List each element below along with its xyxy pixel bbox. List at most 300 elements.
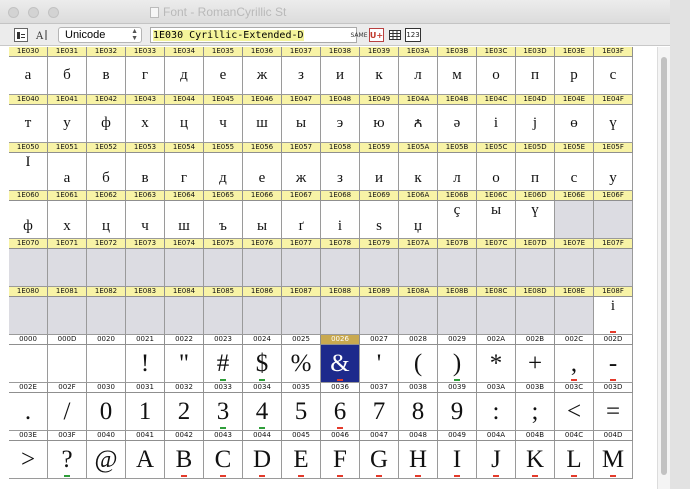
glyph-cell[interactable] (282, 153, 321, 191)
glyph-code-label: 004A (477, 431, 516, 441)
glyph-row (9, 47, 633, 95)
glyph-code-label: 0024 (243, 335, 282, 345)
glyph-cell[interactable] (555, 153, 594, 191)
glyph-char: ш (256, 115, 268, 131)
select-arrows-icon: ▲ ▼ (131, 28, 138, 42)
glyph-cell[interactable] (87, 393, 126, 431)
glyph-code-label: 1E068 (321, 191, 360, 201)
glyph-cell[interactable] (282, 441, 321, 479)
glyph-cell[interactable] (9, 345, 48, 383)
glyph-code-label: 1E07A (399, 239, 438, 249)
minimize-button[interactable] (28, 7, 39, 18)
glyph-code-label: 003B (516, 383, 555, 393)
glyph-code-label: 1E071 (48, 239, 87, 249)
glyph-cell[interactable] (87, 345, 126, 383)
glyph-code-label: 0046 (321, 431, 360, 441)
glyph-cell[interactable] (594, 393, 633, 431)
glyph-cell[interactable] (126, 441, 165, 479)
glyph-cell[interactable] (165, 249, 204, 287)
glyph-code-label: 1E067 (282, 191, 321, 201)
glyph-cell[interactable] (243, 249, 282, 287)
glyph-cell[interactable] (360, 105, 399, 143)
glyph-cell[interactable] (477, 441, 516, 479)
glyph-code-label: 1E055 (204, 143, 243, 153)
glyph-row (9, 239, 633, 287)
glyph-code-label: 1E036 (243, 47, 282, 57)
close-button[interactable] (8, 7, 19, 18)
glyph-cell[interactable] (477, 201, 516, 239)
glyph-cell[interactable] (321, 57, 360, 95)
glyph-cell[interactable] (594, 345, 633, 383)
glyph-char: 9 (450, 398, 464, 425)
unicode-icon[interactable] (369, 28, 384, 42)
glyph-cell[interactable] (399, 345, 438, 383)
glyph-char: і (493, 115, 499, 131)
glyph-cell[interactable] (9, 249, 48, 287)
glyph-cell[interactable] (438, 57, 477, 95)
glyph-code-label: 1E041 (48, 95, 87, 105)
glyph-code-label: 1E061 (48, 191, 87, 201)
glyph-code-label: 1E086 (243, 287, 282, 297)
same-icon-text: SAME (350, 31, 368, 39)
glyph-code-label: 1E056 (243, 143, 282, 153)
glyph-cell[interactable] (126, 105, 165, 143)
glyph-char: з (298, 67, 304, 83)
glyph-code-label: 0039 (438, 383, 477, 393)
scrollbar-thumb[interactable] (661, 57, 667, 475)
glyph-cell[interactable] (516, 105, 555, 143)
glyph-cell[interactable] (87, 441, 126, 479)
glyph-code-label: 0021 (126, 335, 165, 345)
glyph-code-label: 0035 (282, 383, 321, 393)
glyph-code-label: 1E038 (321, 47, 360, 57)
glyph-cell[interactable] (243, 345, 282, 383)
glyph-code-label: 1E08B (438, 287, 477, 297)
glyph-cell[interactable] (321, 393, 360, 431)
glyph-code-label: 0026 (321, 335, 360, 345)
glyph-cell[interactable] (360, 441, 399, 479)
glyph-cell[interactable] (399, 441, 438, 479)
glyph-cell[interactable] (360, 153, 399, 191)
glyph-code-label: 1E045 (204, 95, 243, 105)
glyph-char: + (527, 350, 543, 377)
red-marker (454, 475, 460, 477)
glyph-cell[interactable] (555, 393, 594, 431)
glyph-code-label: 0034 (243, 383, 282, 393)
glyph-cell[interactable] (165, 441, 204, 479)
glyph-cell[interactable] (516, 297, 555, 335)
glyph-char: р (570, 67, 578, 83)
glyph-char: / (63, 398, 71, 425)
glyph-cell[interactable] (438, 201, 477, 239)
glyph-code-label: 1E06F (594, 191, 633, 201)
glyph-cell[interactable] (477, 153, 516, 191)
glyph-cell[interactable] (360, 393, 399, 431)
glyph-cell[interactable] (516, 249, 555, 287)
glyph-char: д (180, 67, 188, 83)
glyph-cell[interactable] (87, 249, 126, 287)
glyph-cell[interactable] (204, 345, 243, 383)
red-marker (376, 475, 382, 477)
glyph-cell[interactable] (204, 105, 243, 143)
glyph-cell[interactable] (438, 297, 477, 335)
glyph-code-label: 002A (477, 335, 516, 345)
glyph-cell[interactable] (9, 153, 48, 191)
glyph-code-label: 1E070 (9, 239, 48, 249)
glyph-char: 5 (294, 398, 308, 425)
glyph-code-label: 1E080 (9, 287, 48, 297)
glyph-cell[interactable] (438, 249, 477, 287)
glyph-char: J (491, 446, 501, 473)
glyph-code-label: 1E03B (438, 47, 477, 57)
glyph-cell[interactable] (555, 297, 594, 335)
glyph-char: > (20, 446, 36, 473)
glyph-cell[interactable] (282, 297, 321, 335)
glyph-char: у (63, 115, 71, 131)
glyph-cell[interactable] (399, 393, 438, 431)
glyph-cell[interactable] (555, 57, 594, 95)
glyph-cell[interactable] (477, 345, 516, 383)
glyph-cell[interactable] (87, 297, 126, 335)
glyph-cell[interactable] (204, 249, 243, 287)
glyph-char: с (609, 67, 617, 83)
glyph-cell[interactable] (204, 201, 243, 239)
glyph-code-label: 003E (9, 431, 48, 441)
glyph-code-label: 1E08C (477, 287, 516, 297)
glyph-code-label: 1E07E (555, 239, 594, 249)
red-marker (610, 475, 616, 477)
glyph-cell[interactable] (126, 249, 165, 287)
glyph-code-label: 1E07C (477, 239, 516, 249)
encoding-select[interactable] (58, 27, 142, 43)
glyph-cell[interactable] (516, 393, 555, 431)
glyph-cell[interactable] (243, 153, 282, 191)
glyph-cell[interactable] (165, 201, 204, 239)
glyph-code-label: 1E078 (321, 239, 360, 249)
glyph-cell[interactable] (360, 57, 399, 95)
glyph-code-label: 0000 (9, 335, 48, 345)
glyph-cell[interactable] (360, 345, 399, 383)
glyph-cell[interactable] (399, 201, 438, 239)
glyph-code-label: 1E03C (477, 47, 516, 57)
glyph-code-label: 0040 (87, 431, 126, 441)
glyph-cell[interactable] (9, 201, 48, 239)
glyph-cell[interactable] (87, 201, 126, 239)
glyph-cell[interactable] (594, 105, 633, 143)
glyph-cell[interactable] (594, 153, 633, 191)
glyph-cell[interactable] (126, 57, 165, 95)
glyph-cell[interactable] (477, 105, 516, 143)
glyph-cell[interactable] (438, 441, 477, 479)
glyph-cell[interactable] (243, 393, 282, 431)
glyph-code-label: 003F (48, 431, 87, 441)
glyph-code-label: 1E049 (360, 95, 399, 105)
glyph-cell[interactable] (477, 57, 516, 95)
glyph-code-label: 003D (594, 383, 633, 393)
glyph-char: ж (295, 170, 307, 186)
glyph-cell[interactable] (516, 57, 555, 95)
glyph-char: з (337, 170, 343, 186)
red-marker (415, 475, 421, 477)
glyph-cell[interactable] (165, 345, 204, 383)
glyph-char: M (601, 446, 625, 473)
glyph-char: ч (219, 115, 227, 131)
glyph-char: а (24, 67, 32, 83)
glyph-code-label: 1E07D (516, 239, 555, 249)
glyph-cell[interactable] (321, 441, 360, 479)
glyph-code-label: 002E (9, 383, 48, 393)
glyph-char: у (609, 170, 617, 186)
glyph-cell[interactable] (165, 297, 204, 335)
glyph-char: и (335, 67, 345, 83)
glyph-cell[interactable] (282, 393, 321, 431)
glyph-char: 7 (372, 398, 386, 425)
glyph-code-label: 1E06C (477, 191, 516, 201)
glyph-cell[interactable] (399, 153, 438, 191)
glyph-cell[interactable] (9, 393, 48, 431)
glyph-char: э (336, 115, 344, 131)
glyph-cell[interactable] (48, 441, 87, 479)
glyph-row (9, 287, 633, 335)
glyph-code-label: 1E03A (399, 47, 438, 57)
glyph-char: ' (376, 350, 382, 377)
desktop-background (670, 0, 690, 489)
glyph-char: с (570, 170, 578, 186)
glyph-cell[interactable] (243, 105, 282, 143)
glyph-cell[interactable] (87, 57, 126, 95)
glyph-cell[interactable] (321, 153, 360, 191)
range-label: 1E030 Cyrillic-Extended-D (153, 30, 304, 41)
glyph-cell[interactable] (438, 345, 477, 383)
glyph-cell[interactable] (321, 297, 360, 335)
glyph-code-label: 1E063 (126, 191, 165, 201)
glyph-cell[interactable] (477, 297, 516, 335)
glyph-cell[interactable] (399, 57, 438, 95)
glyph-cell[interactable] (243, 201, 282, 239)
glyph-code-label: 1E088 (321, 287, 360, 297)
green-marker (220, 379, 226, 381)
glyph-char: ш (178, 218, 190, 234)
glyph-cell[interactable] (243, 297, 282, 335)
glyph-cell[interactable] (399, 297, 438, 335)
glyph-cell[interactable] (516, 153, 555, 191)
green-marker (220, 427, 226, 429)
glyph-code-label: 000D (48, 335, 87, 345)
glyph-cell[interactable] (48, 201, 87, 239)
glyph-cell[interactable] (321, 249, 360, 287)
glyph-cell[interactable] (48, 297, 87, 335)
glyph-code-label: 1E075 (204, 239, 243, 249)
glyph-char: а (63, 170, 71, 186)
glyph-cell[interactable] (204, 441, 243, 479)
glyph-char: * (489, 350, 503, 377)
glyph-cell[interactable] (9, 105, 48, 143)
glyph-cell[interactable] (477, 249, 516, 287)
metrics-icon[interactable] (34, 28, 50, 42)
green-marker (454, 379, 460, 381)
red-marker (610, 379, 616, 381)
glyph-code-label: 1E032 (87, 47, 126, 57)
glyph-cell[interactable] (555, 105, 594, 143)
glyph-cell[interactable] (516, 201, 555, 239)
glyph-cell[interactable] (204, 393, 243, 431)
glyph-char: к (414, 170, 422, 186)
glyph-cell[interactable] (594, 201, 633, 239)
glyph-cell[interactable] (204, 297, 243, 335)
glyph-code-label: 1E064 (165, 191, 204, 201)
glyph-cell[interactable] (9, 297, 48, 335)
glyph-code-label: 1E087 (282, 287, 321, 297)
glyph-char: 6 (333, 398, 347, 425)
glyph-code-label: 0048 (399, 431, 438, 441)
glyph-char: л (414, 67, 422, 83)
glyph-char: < (566, 398, 582, 425)
glyph-cell-selected[interactable] (321, 345, 360, 383)
glyph-code-label: 0036 (321, 383, 360, 393)
glyph-cell[interactable] (477, 393, 516, 431)
glyph-char: ф (101, 115, 111, 131)
glyph-code-label: 1E04B (438, 95, 477, 105)
glyph-code-label: 1E083 (126, 287, 165, 297)
glyph-char: ә (453, 115, 461, 131)
info-icon[interactable] (14, 28, 28, 42)
glyph-cell[interactable] (48, 105, 87, 143)
glyph-char: & (330, 350, 350, 377)
number-icon[interactable] (405, 28, 421, 42)
glyph-cell[interactable] (360, 249, 399, 287)
glyph-cell[interactable] (438, 105, 477, 143)
glyph-char: п (530, 170, 540, 186)
glyph-char: K (525, 446, 545, 473)
glyph-cell[interactable] (48, 345, 87, 383)
glyph-cell[interactable] (87, 153, 126, 191)
glyph-cell[interactable] (360, 297, 399, 335)
glyph-code-label: 0030 (87, 383, 126, 393)
glyph-code-label: 003C (555, 383, 594, 393)
glyph-cell[interactable] (282, 57, 321, 95)
red-marker (337, 427, 343, 429)
glyph-cell[interactable] (9, 57, 48, 95)
glyph-code-label: 1E048 (321, 95, 360, 105)
glyph-code-label: 1E08F (594, 287, 633, 297)
glyph-cell[interactable] (165, 393, 204, 431)
glyph-char: д (219, 170, 227, 186)
glyph-cell[interactable] (87, 105, 126, 143)
glyph-cell[interactable] (48, 57, 87, 95)
glyph-cell[interactable] (516, 345, 555, 383)
glyph-char: ꙉ (413, 115, 423, 131)
glyph-cell[interactable] (399, 105, 438, 143)
glyph-cell[interactable] (48, 249, 87, 287)
glyph-code-label: 1E08A (399, 287, 438, 297)
glyph-code-label: 1E054 (165, 143, 204, 153)
glyph-cell[interactable] (321, 201, 360, 239)
glyph-char: ф (23, 218, 33, 234)
glyph-char: ј (532, 115, 538, 131)
glyph-cell[interactable] (555, 249, 594, 287)
glyph-code-label: 0049 (438, 431, 477, 441)
grid-icon[interactable] (388, 28, 402, 42)
glyph-cell[interactable] (594, 441, 633, 479)
glyph-char: I (452, 446, 462, 473)
glyph-cell[interactable] (282, 345, 321, 383)
glyph-cell[interactable] (282, 105, 321, 143)
zoom-button[interactable] (48, 7, 59, 18)
glyph-cell[interactable] (555, 201, 594, 239)
glyph-code-label: 1E05F (594, 143, 633, 153)
glyph-cell[interactable] (360, 201, 399, 239)
glyph-cell[interactable] (48, 153, 87, 191)
glyph-cell[interactable] (243, 441, 282, 479)
glyph-cell[interactable] (282, 249, 321, 287)
glyph-code-label: 1E069 (360, 191, 399, 201)
window-title (150, 5, 286, 19)
glyph-cell[interactable] (126, 297, 165, 335)
glyph-cell[interactable] (399, 249, 438, 287)
glyph-cell[interactable] (282, 201, 321, 239)
glyph-cell[interactable] (204, 153, 243, 191)
glyph-code-label: 1E037 (282, 47, 321, 57)
glyph-cell[interactable] (555, 345, 594, 383)
glyph-cell[interactable] (594, 297, 633, 335)
glyph-cell[interactable] (9, 441, 48, 479)
glyph-char: е (258, 170, 266, 186)
glyph-code-label: 1E05C (477, 143, 516, 153)
glyph-char: ґ (298, 218, 304, 234)
glyph-char: ъ (219, 218, 227, 234)
unicode-icon-text: U+ (369, 30, 384, 40)
glyph-cell[interactable] (126, 153, 165, 191)
glyph-cell[interactable] (165, 105, 204, 143)
green-marker (259, 379, 265, 381)
glyph-cell[interactable] (126, 345, 165, 383)
range-field[interactable] (150, 27, 357, 43)
window-title-text: Font - RomanCyrillic St (163, 5, 287, 19)
vertical-scrollbar[interactable] (657, 47, 670, 489)
green-marker (64, 475, 70, 477)
glyph-code-label: 0037 (360, 383, 399, 393)
glyph-cell[interactable] (594, 249, 633, 287)
glyph-char: и (374, 170, 384, 186)
glyph-char: 8 (411, 398, 425, 425)
glyph-code-label: 002D (594, 335, 633, 345)
glyph-char: C (214, 446, 232, 473)
glyph-cell[interactable] (126, 393, 165, 431)
glyph-cell[interactable] (594, 57, 633, 95)
glyph-code-label: 002F (48, 383, 87, 393)
glyph-cell[interactable] (165, 57, 204, 95)
glyph-code-label: 1E058 (321, 143, 360, 153)
glyph-cell[interactable] (243, 57, 282, 95)
glyph-char: I (25, 154, 31, 170)
glyph-cell[interactable] (438, 393, 477, 431)
glyph-code-label: 1E053 (126, 143, 165, 153)
glyph-cell[interactable] (204, 57, 243, 95)
glyph-code-label: 1E05D (516, 143, 555, 153)
glyph-cell[interactable] (126, 201, 165, 239)
glyph-cell[interactable] (48, 393, 87, 431)
glyph-code-label: 1E076 (243, 239, 282, 249)
glyph-char: , (570, 350, 578, 377)
glyph-cell[interactable] (165, 153, 204, 191)
same-icon[interactable] (352, 28, 366, 42)
glyph-cell[interactable] (438, 153, 477, 191)
glyph-cell[interactable] (516, 441, 555, 479)
glyph-cell[interactable] (555, 441, 594, 479)
glyph-char: ; (531, 398, 539, 425)
glyph-cell[interactable] (321, 105, 360, 143)
glyph-code-label: 1E060 (9, 191, 48, 201)
